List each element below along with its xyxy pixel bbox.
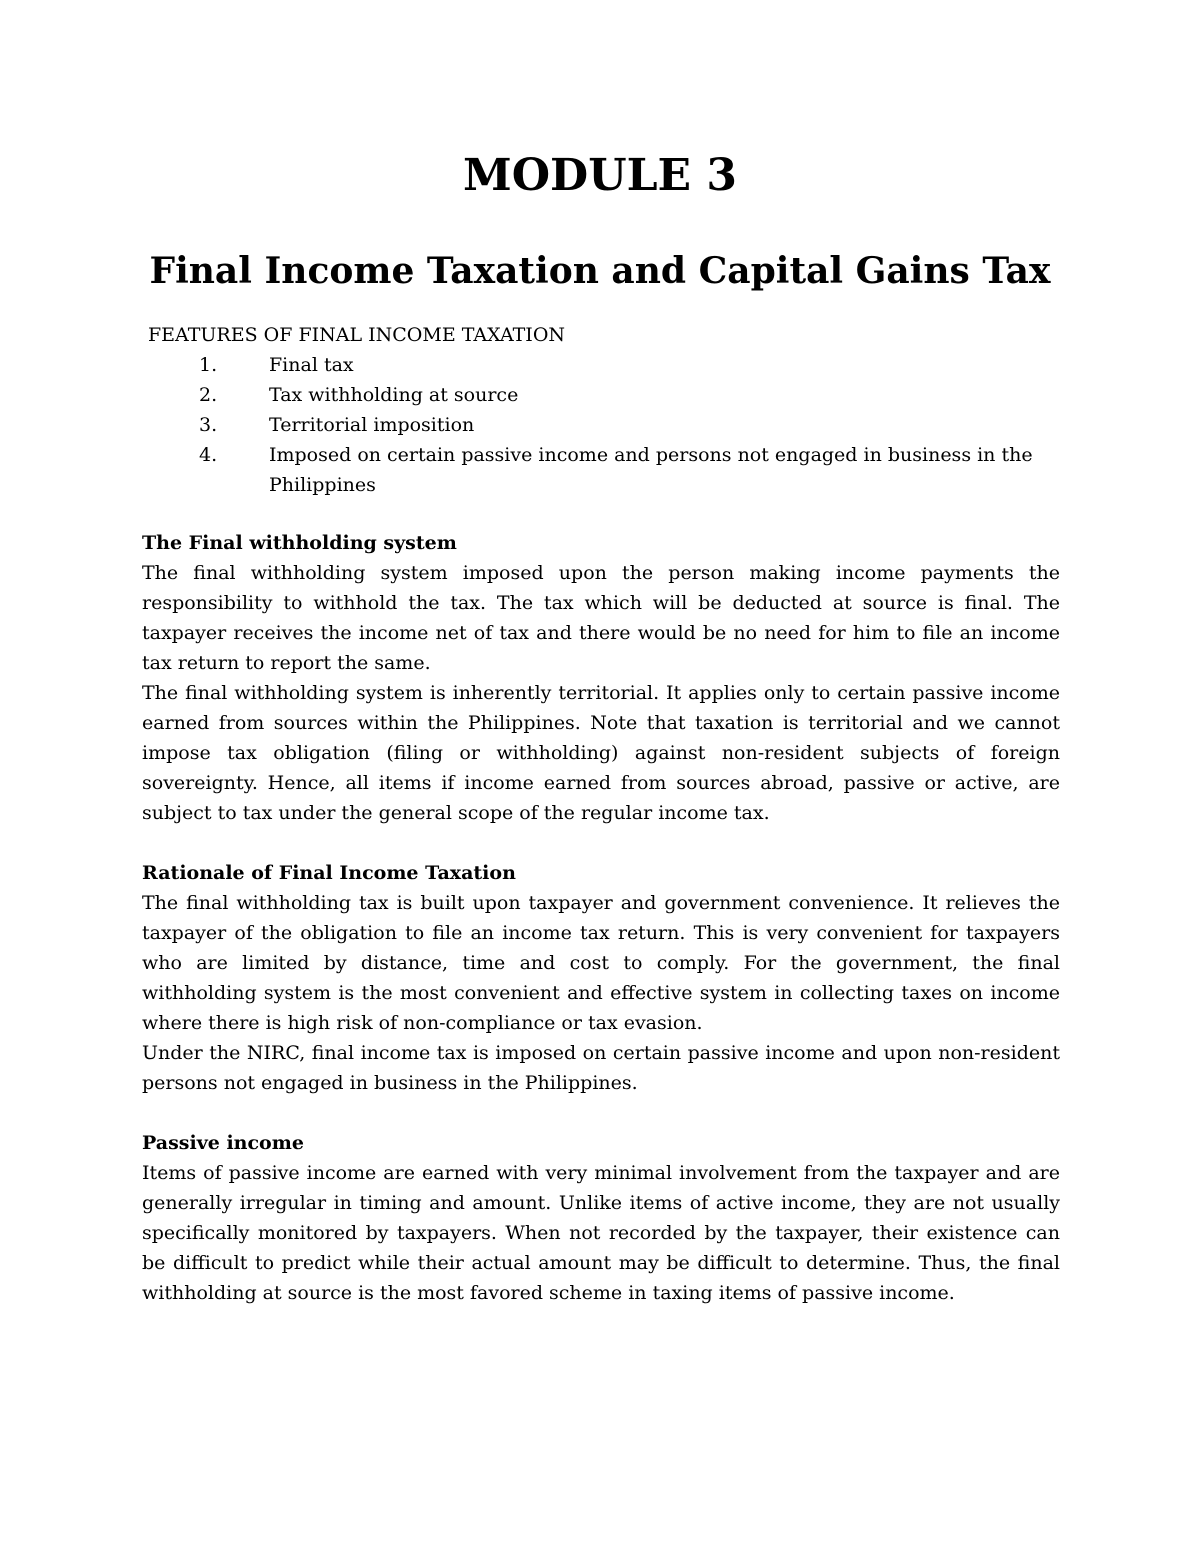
document-body (142, 528, 1060, 1338)
section-rationale (142, 858, 1060, 1098)
section-paragraph: The final withholding tax is built upon taxpayer and government convenience. It relieves the taxpayer of the obligation to file an income tax return. This is very convenient for taxpayers who are limited by distance, time and cost to comply. For the government, the final withholding system is the most convenient and effective system in collecting taxes on income where there is high risk of non-compliance or tax evasion. (142, 892, 1060, 1034)
section-heading: Rationale of Final Income Taxation (142, 862, 516, 884)
features-heading: FEATURES OF FINAL INCOME TAXATION (148, 324, 566, 346)
list-item (142, 440, 1072, 500)
section-paragraph: The final withholding system is inherently territorial. It applies only to certain passive income earned from sources within the Philippines. Note that taxation is territorial and we cannot impose tax obligation (filing or withholding) against non-resident subjects of foreign sovereignty. Hence, all items if income earned from sources abroad, passive or active, are subject to tax under the general scope of the regular income tax. (142, 682, 1060, 824)
list-item-text: Final tax (269, 354, 354, 376)
features-list (142, 350, 1072, 500)
section-paragraph: Items of passive income are earned with very minimal involvement from the taxpayer and are generally irregular in timing and amount. Unlike items of active income, they are not usually specifically monitored by taxpayers. When not recorded by the taxpayer, their existence can be difficult to predict while their actual amount may be difficult to determine. Thus, the final withholding at source is the most favored scheme in taxing items of passive income. (142, 1162, 1060, 1304)
section-heading: Passive income (142, 1132, 304, 1154)
list-item (142, 380, 1072, 410)
list-item-text: Imposed on certain passive income and persons not engaged in business in the Philippines (269, 444, 1033, 496)
module-title: MODULE 3 (463, 150, 737, 201)
list-item (142, 410, 1072, 440)
list-item-text: Territorial imposition (269, 414, 475, 436)
list-item-number: 1. (199, 354, 218, 376)
list-item (142, 350, 1072, 380)
list-item-number: 3. (199, 414, 218, 436)
list-item-number: 2. (199, 384, 218, 406)
section-paragraph: Under the NIRC, final income tax is imposed on certain passive income and upon non-resident persons not engaged in business in the Philippines. (142, 1042, 1060, 1094)
section-heading: The Final withholding system (142, 532, 457, 554)
list-item-number: 4. (199, 444, 218, 466)
list-item-text: Tax withholding at source (269, 384, 519, 406)
section-passive-income (142, 1128, 1060, 1308)
section-paragraph: The final withholding system imposed upon the person making income payments the responsibility to withhold the tax. The tax which will be deducted at source is final. The taxpayer receives the income net of tax and there would be no need for him to file an income tax return to report the same. (142, 562, 1060, 674)
section-final-withholding-system (142, 528, 1060, 828)
document-title: Final Income Taxation and Capital Gains Tax (149, 250, 1051, 292)
